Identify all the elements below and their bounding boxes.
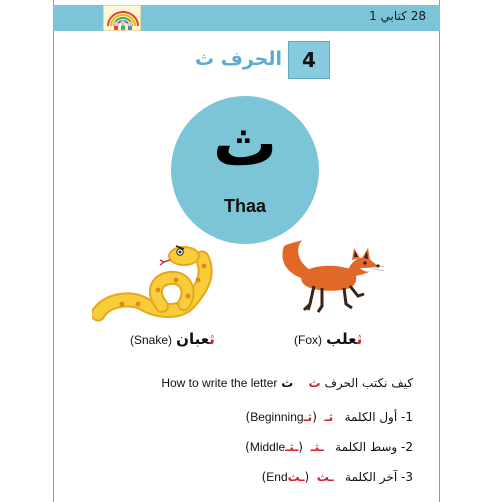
book-label: كتابي 1 bbox=[369, 9, 407, 23]
position-form: ثـ bbox=[324, 410, 334, 424]
big-letter: ث bbox=[212, 107, 278, 181]
position-beginning: 1- أول الكلمة ثـ (ثـBeginning) bbox=[245, 410, 413, 424]
position-index: 1- bbox=[401, 410, 413, 424]
howto-line bbox=[161, 376, 413, 390]
position-end: 3- آخر الكلمة ـث (ـثEnd) bbox=[261, 470, 413, 484]
howto-english: How to write the letter bbox=[161, 376, 278, 390]
position-label: أول الكلمة bbox=[344, 410, 398, 424]
howto-letter: ث bbox=[308, 376, 321, 390]
position-english: End bbox=[266, 470, 288, 484]
position-english: Middle bbox=[249, 440, 286, 454]
fox-illustration bbox=[274, 230, 386, 322]
header-title bbox=[369, 9, 426, 23]
page-number: 28 bbox=[410, 9, 426, 23]
position-paren-form: ـثـ bbox=[285, 440, 299, 454]
letter-name: Thaa bbox=[223, 196, 266, 216]
position-form: ـث bbox=[316, 470, 334, 484]
caption-fox bbox=[294, 330, 362, 348]
fox-english: (Fox) bbox=[294, 333, 323, 347]
snake-illustration bbox=[92, 240, 220, 326]
position-index: 2- bbox=[401, 440, 413, 454]
snake-arabic-word: ثعبان bbox=[176, 330, 215, 348]
position-index: 3- bbox=[401, 470, 413, 484]
lesson-number: 4 bbox=[288, 41, 330, 79]
position-label: آخر الكلمة bbox=[345, 470, 398, 484]
howto-arabic: كيف نكتب الحرف bbox=[324, 376, 413, 390]
position-label: وسط الكلمة bbox=[335, 440, 398, 454]
snake-english: (Snake) bbox=[130, 333, 173, 347]
caption-snake bbox=[130, 330, 215, 348]
lesson-title: الحرف ث bbox=[195, 48, 282, 70]
position-middle: 2- وسط الكلمة ـثـ (ـثـMiddle) bbox=[245, 440, 413, 454]
position-paren-form: ثـ bbox=[303, 410, 313, 424]
position-paren-form: ـث bbox=[287, 470, 305, 484]
position-form: ـثـ bbox=[310, 440, 324, 454]
fox-arabic-word: ثعلب bbox=[326, 330, 363, 348]
position-english: Beginning bbox=[250, 410, 304, 424]
header-logo bbox=[103, 5, 141, 31]
letter-circle bbox=[171, 96, 319, 244]
howto-english-letter: ث bbox=[281, 376, 294, 390]
